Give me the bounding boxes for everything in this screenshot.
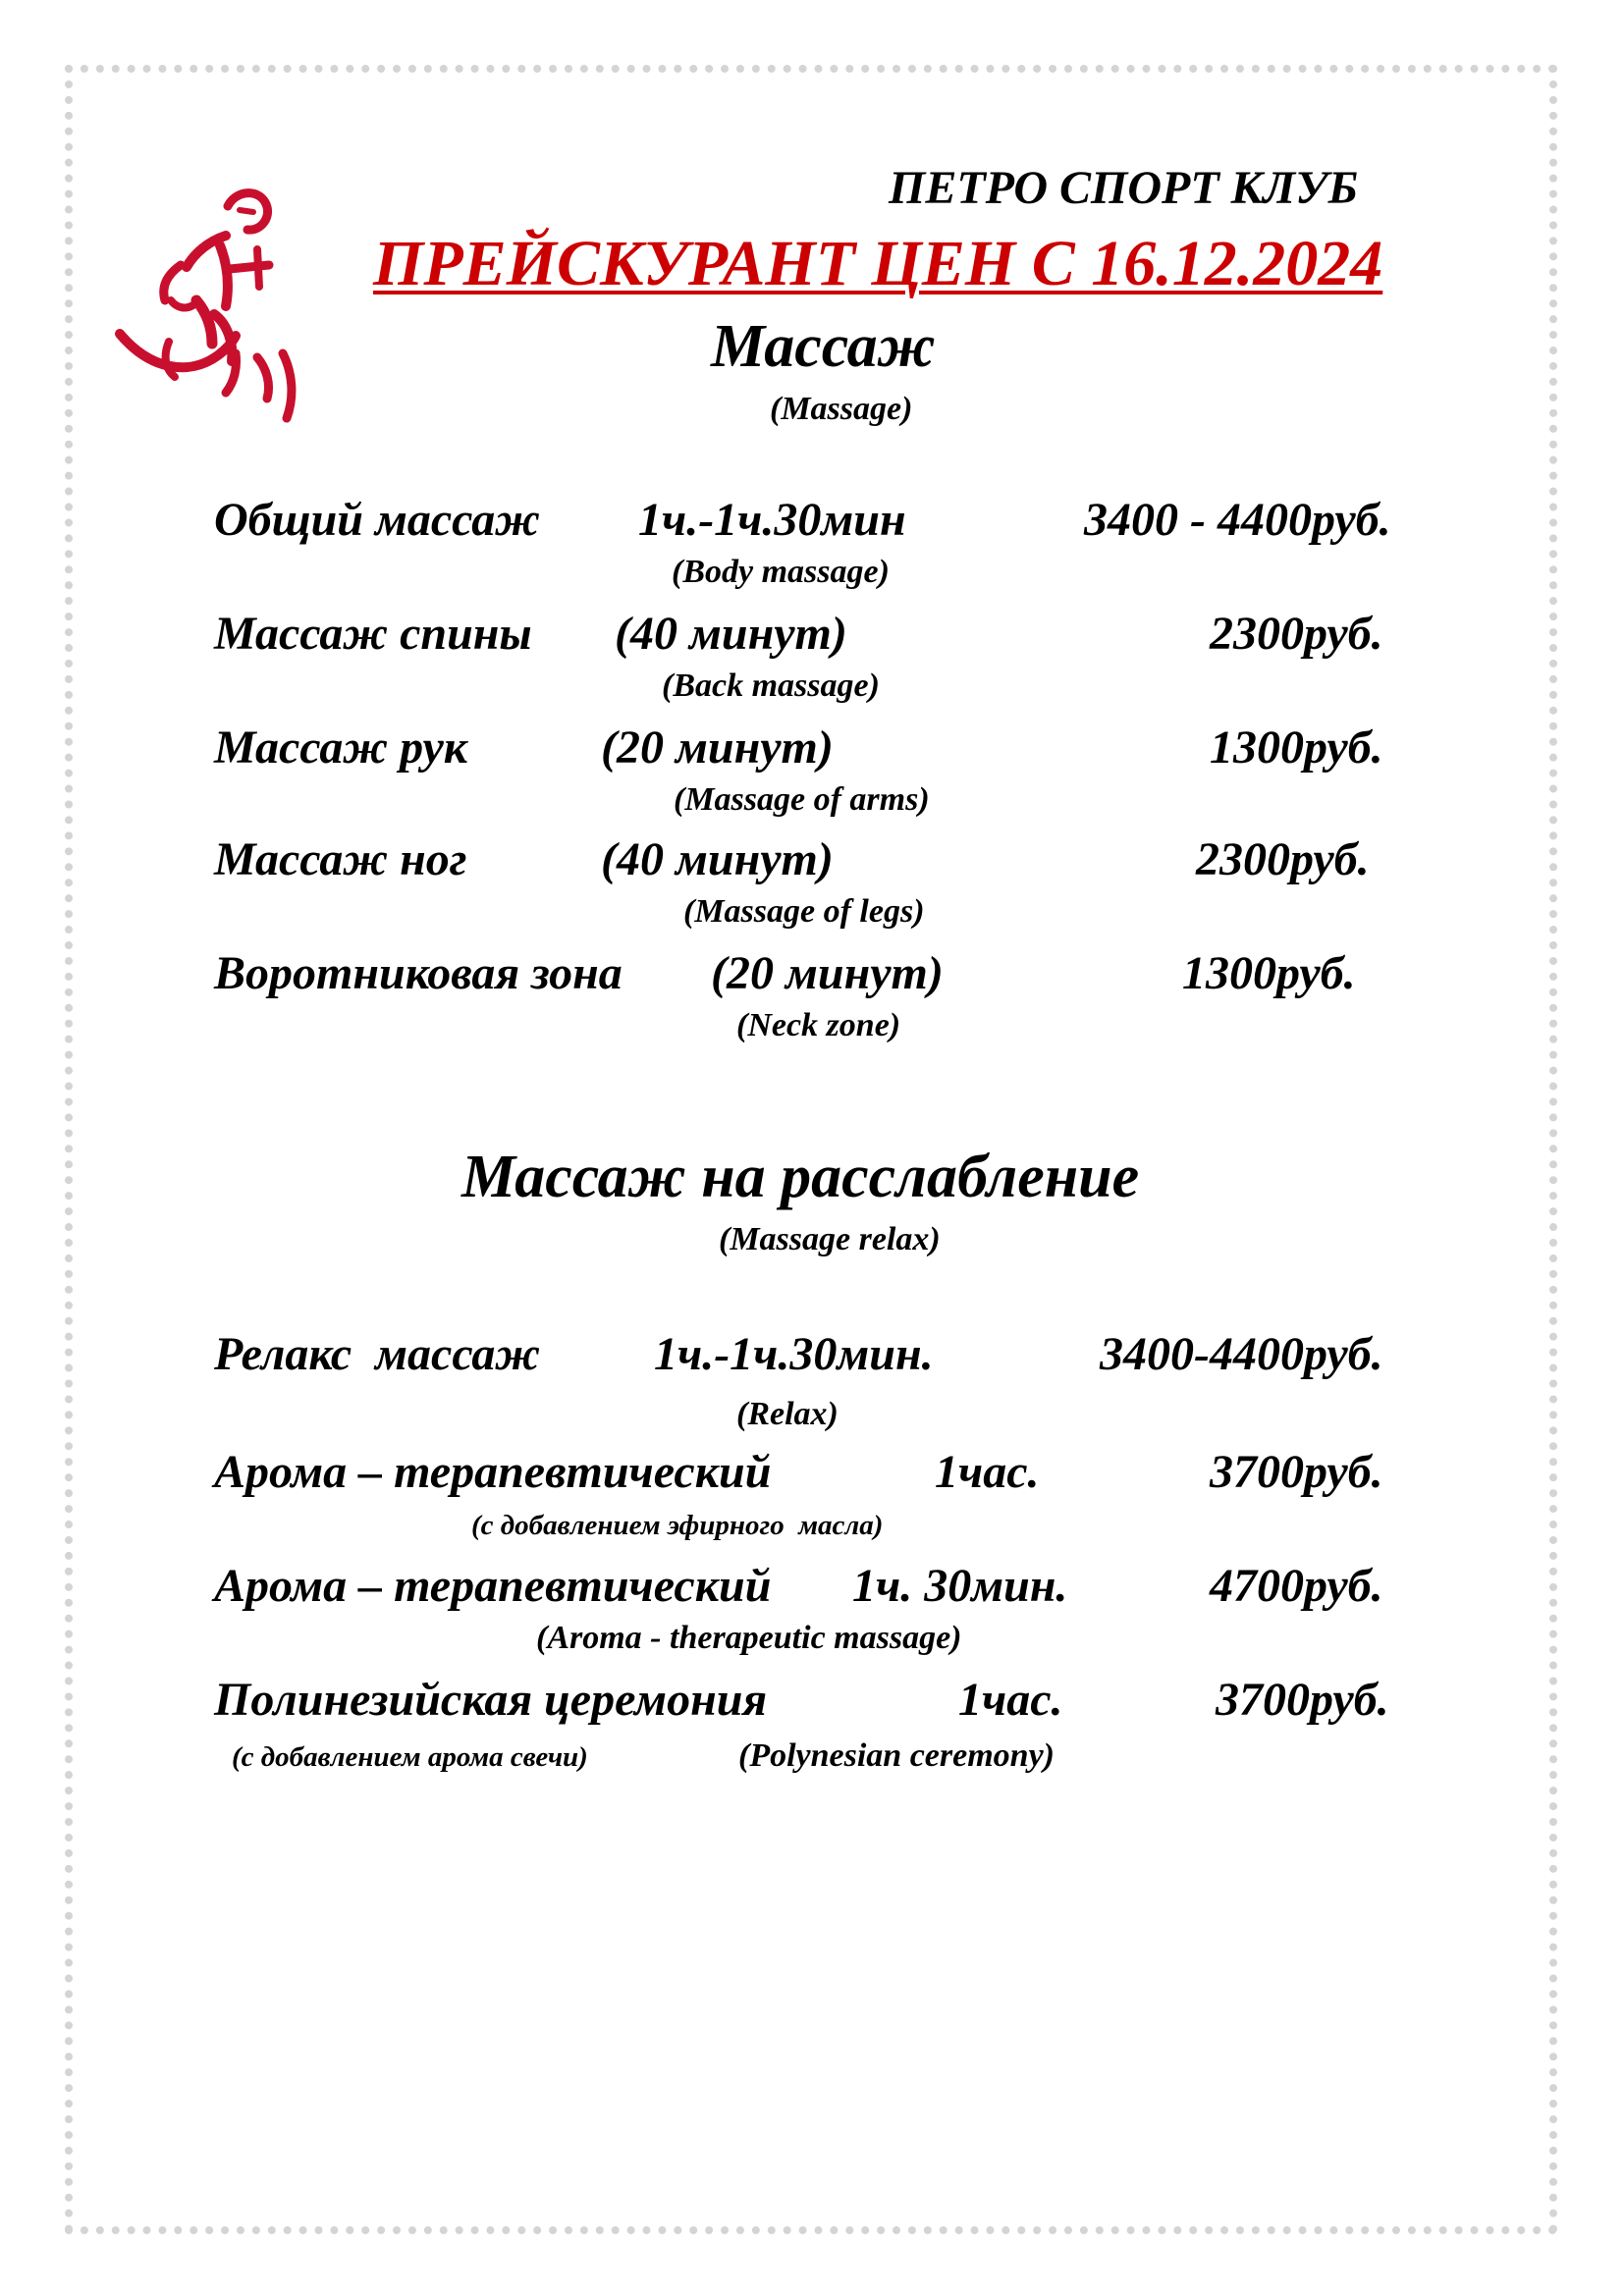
service-price: 1300руб. <box>1210 721 1383 774</box>
service-price: 3700руб. <box>1210 1446 1383 1498</box>
service-price: 4700руб. <box>1210 1560 1383 1612</box>
service-duration: (40 минут) <box>615 608 847 660</box>
club-name: ПЕТРО СПОРТ КЛУБ <box>889 162 1359 214</box>
price-list-title: ПРЕЙСКУРАНТ ЦЕН С 16.12.2024 <box>373 228 1383 299</box>
service-english: (Body massage) <box>672 554 890 590</box>
service-price: 3400 - 4400руб. <box>1084 494 1391 546</box>
section-subtitle-relax: (Massage relax) <box>719 1221 941 1257</box>
section-title-massage: Массаж <box>711 313 936 380</box>
service-duration: (40 минут) <box>601 833 834 885</box>
service-price: 2300руб. <box>1196 833 1370 885</box>
service-name: Арома – терапевтический <box>214 1446 772 1498</box>
service-name: Полинезийская церемония <box>214 1674 768 1726</box>
service-price: 3400-4400руб. <box>1100 1328 1383 1380</box>
service-english: (Massage of legs) <box>683 893 925 930</box>
service-price: 2300руб. <box>1210 608 1383 660</box>
service-name: Массаж рук <box>214 721 468 774</box>
service-english: (Massage of arms) <box>674 781 930 818</box>
service-duration: (20 минут) <box>601 721 834 774</box>
service-duration: 1ч.-1ч.30мин <box>638 494 906 546</box>
service-duration: 1час. <box>958 1674 1063 1726</box>
service-duration: 1ч.-1ч.30мин. <box>654 1328 934 1380</box>
service-english: (Aroma - therapeutic massage) <box>536 1620 962 1656</box>
runner-logo-icon <box>110 177 316 432</box>
service-price: 3700руб. <box>1216 1674 1389 1726</box>
service-duration: (20 минут) <box>711 947 944 999</box>
section-title-relax: Массаж на расслабление <box>461 1144 1140 1210</box>
section-subtitle-massage: (Massage) <box>770 391 913 427</box>
service-duration: 1ч. 30мин. <box>852 1560 1068 1612</box>
service-english: (Neck zone) <box>736 1007 901 1043</box>
service-note: (с добавлением арома свечи) <box>232 1741 588 1773</box>
service-name: Общий массаж <box>214 494 540 546</box>
service-name: Массаж ног <box>214 833 467 885</box>
service-name: Релакс массаж <box>214 1328 541 1380</box>
service-english: (Polynesian ceremony) <box>738 1737 1055 1774</box>
service-name: Арома – терапевтический <box>214 1560 772 1612</box>
service-price: 1300руб. <box>1182 947 1356 999</box>
service-duration: 1час. <box>935 1446 1040 1498</box>
service-note: (с добавлением эфирного масла) <box>471 1510 884 1541</box>
service-name: Массаж спины <box>214 608 532 660</box>
service-english: (Back massage) <box>662 667 880 704</box>
service-name: Воротниковая зона <box>214 947 623 999</box>
service-english: (Relax) <box>736 1396 839 1432</box>
